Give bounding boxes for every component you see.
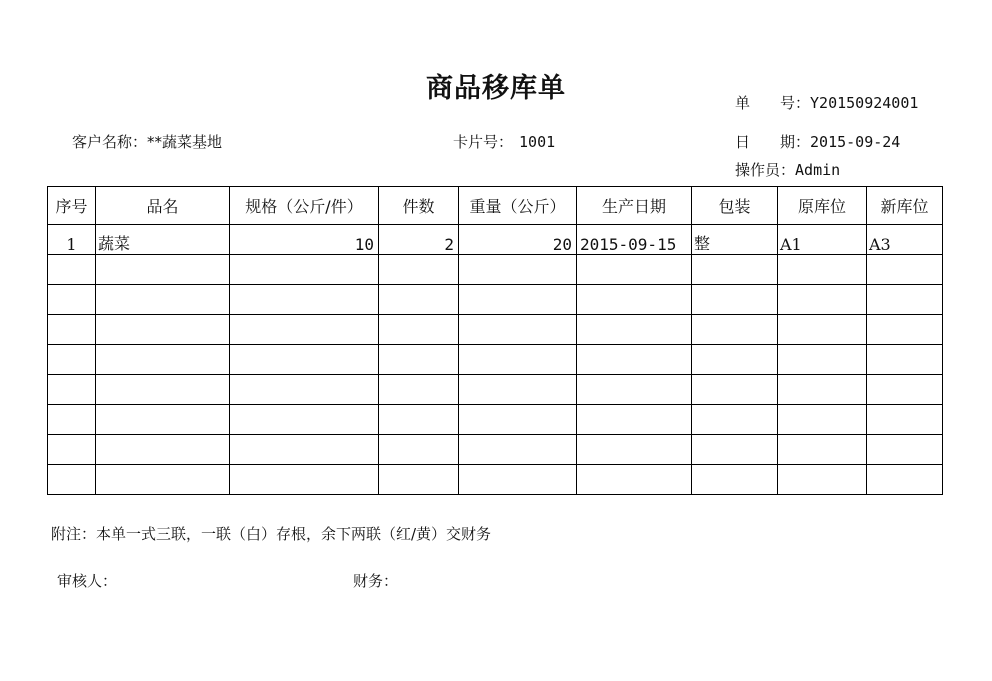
table-row [48,465,943,495]
cell-seq [48,255,96,285]
cell-original-location [778,255,867,285]
cell-production-date [577,375,692,405]
cell-weight [459,255,577,285]
cell-weight [459,345,577,375]
header-seq: 序号 [48,187,96,225]
cell-count [379,375,459,405]
cell-count [379,315,459,345]
table-header-row [48,187,943,225]
cell-packaging [692,285,778,315]
card-number-label: 卡片号： [453,133,514,151]
cell-original-location [778,375,867,405]
card-number [453,131,555,152]
cell-seq: 1 [48,225,96,255]
footnote: 附注：本单一式三联，一联（白）存根，余下两联（红/黄）交财务 [51,525,492,543]
cell-production-date [577,465,692,495]
cell-new-location [867,375,943,405]
cell-name [96,435,230,465]
cell-seq [48,375,96,405]
cell-count [379,465,459,495]
cell-packaging [692,375,778,405]
cell-packaging [692,255,778,285]
cell-packaging [692,345,778,375]
document-title: 商品移库单 [426,73,566,104]
cell-weight: 20 [459,225,577,255]
cell-production-date [577,345,692,375]
cell-seq [48,465,96,495]
table-row [48,375,943,405]
cell-original-location [778,465,867,495]
finance-label: 财务： [353,572,399,590]
operator-value: Admin [795,161,841,179]
table-body [48,225,943,495]
table-row [48,345,943,375]
header-packaging: 包装 [692,187,778,225]
cell-production-date [577,255,692,285]
cell-seq [48,345,96,375]
cell-name [96,285,230,315]
header-count: 件数 [379,187,459,225]
order-number [735,92,918,113]
cell-new-location [867,255,943,285]
cell-production-date [577,435,692,465]
cell-count [379,435,459,465]
cell-count [379,405,459,435]
cell-new-location [867,345,943,375]
table-row [48,225,943,255]
cell-packaging: 整 [692,225,778,255]
cell-weight [459,315,577,345]
cell-new-location [867,435,943,465]
cell-spec [230,435,379,465]
cell-weight [459,405,577,435]
cell-new-location [867,405,943,435]
cell-new-location: A3 [867,225,943,255]
cell-production-date: 2015-09-15 [577,225,692,255]
cell-production-date [577,315,692,345]
cell-original-location [778,435,867,465]
cell-seq [48,405,96,435]
table-row [48,435,943,465]
cell-spec [230,465,379,495]
date-value: 2015-09-24 [810,133,901,151]
customer-name-value: **蔬菜基地 [147,133,223,151]
cell-original-location [778,315,867,345]
cell-production-date [577,405,692,435]
cell-spec [230,285,379,315]
table-row [48,285,943,315]
cell-packaging [692,315,778,345]
cell-spec [230,255,379,285]
table-row [48,315,943,345]
table-header [48,187,943,225]
cell-original-location [778,345,867,375]
cell-name [96,405,230,435]
order-number-label: 单 号： [735,94,811,112]
cell-count [379,345,459,375]
customer-name-label: 客户名称： [72,133,148,151]
cell-original-location [778,285,867,315]
operator [735,159,840,180]
cell-production-date [577,285,692,315]
header-new-location: 新库位 [867,187,943,225]
cell-packaging [692,405,778,435]
cell-spec [230,405,379,435]
customer-name [72,131,222,152]
date-label: 日 期： [735,133,811,151]
cell-weight [459,375,577,405]
header-original-location: 原库位 [778,187,867,225]
cell-name [96,465,230,495]
cell-new-location [867,465,943,495]
reviewer-label: 审核人： [57,572,118,590]
cell-spec [230,315,379,345]
header-production-date: 生产日期 [577,187,692,225]
cell-spec: 10 [230,225,379,255]
cell-original-location: A1 [778,225,867,255]
order-number-value: Y20150924001 [810,94,919,112]
cell-seq [48,315,96,345]
cell-name: 蔬菜 [96,225,230,255]
cell-seq [48,285,96,315]
cell-name [96,255,230,285]
cell-new-location [867,315,943,345]
cell-packaging [692,465,778,495]
cell-weight [459,435,577,465]
cell-count [379,255,459,285]
cell-packaging [692,435,778,465]
cell-count [379,285,459,315]
cell-original-location [778,405,867,435]
cell-name [96,375,230,405]
document-date [735,131,900,152]
operator-label: 操作员： [735,161,796,179]
cell-seq [48,435,96,465]
card-number-value: 1001 [519,133,556,151]
table-row [48,405,943,435]
header-spec: 规格（公斤/件） [230,187,379,225]
cell-name [96,345,230,375]
cell-spec [230,345,379,375]
cell-weight [459,285,577,315]
cell-weight [459,465,577,495]
table-row [48,255,943,285]
cell-name [96,315,230,345]
header-weight: 重量（公斤） [459,187,577,225]
transfer-table [47,186,943,495]
cell-new-location [867,285,943,315]
cell-count: 2 [379,225,459,255]
header-name: 品名 [96,187,230,225]
cell-spec [230,375,379,405]
